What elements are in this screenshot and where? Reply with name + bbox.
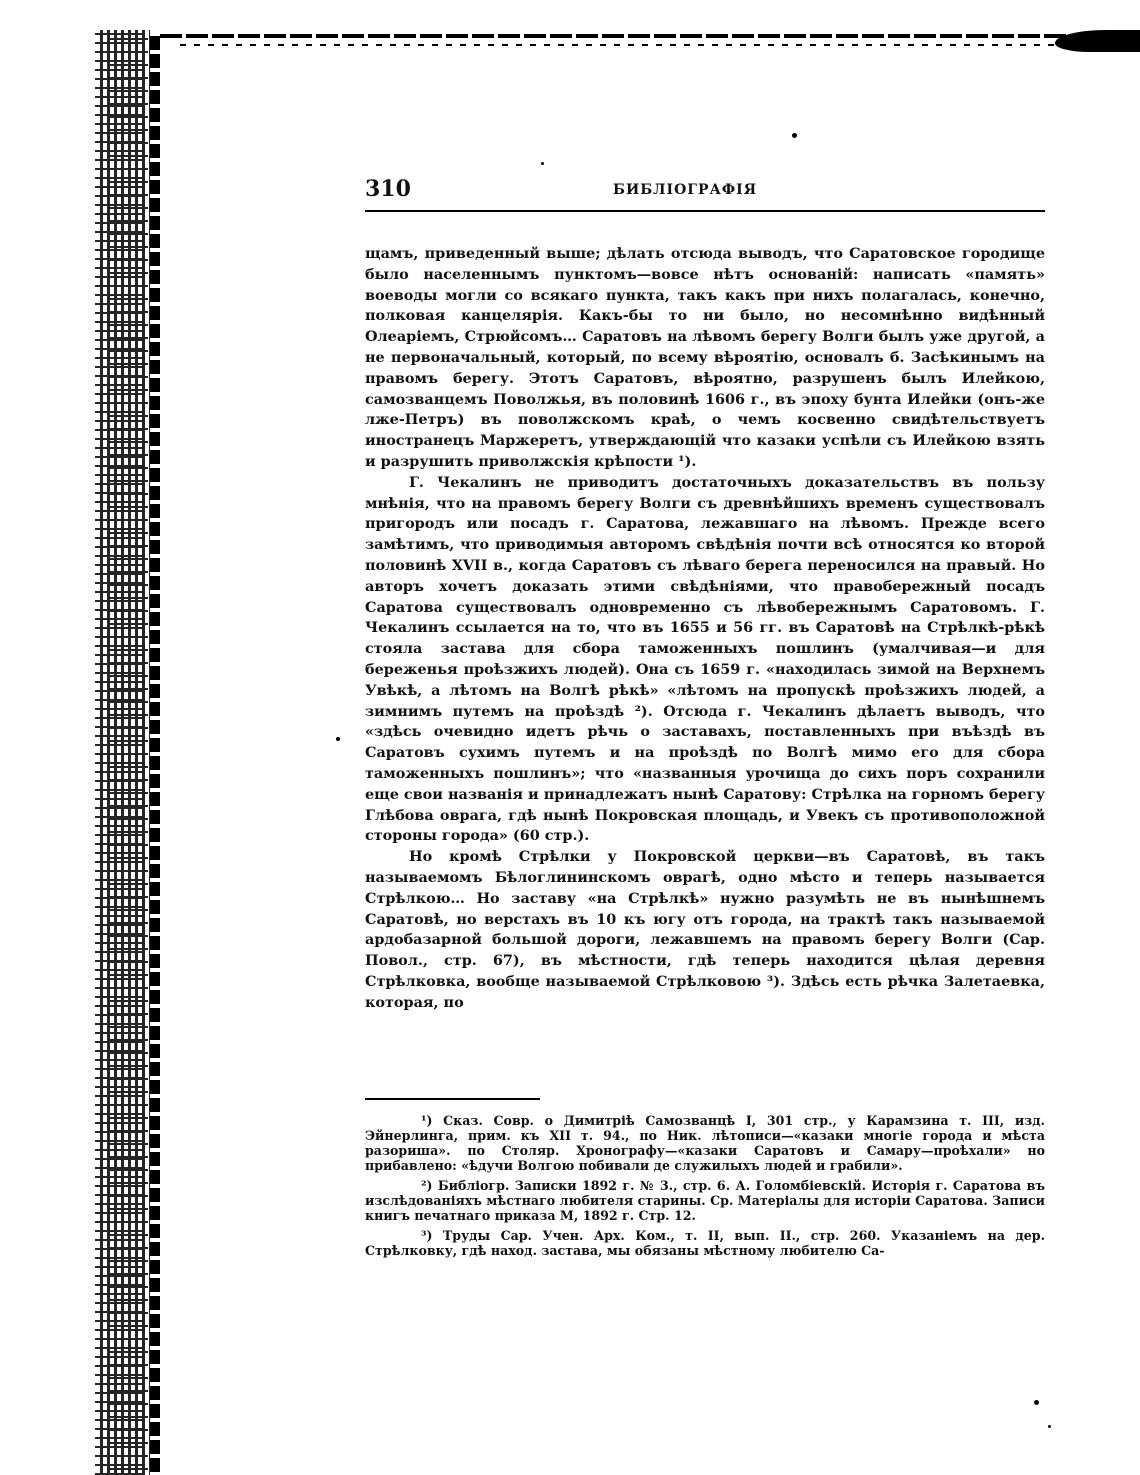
paragraph: Но кромѣ Стрѣлки у Покровской церкви—въ Саратовѣ, въ такъ называемомъ Бѣлоглининскомъ оврагѣ, одно мѣсто и теперь называется Стрѣлкою… Но заставу «на Стрѣлкѣ» нужно разумѣть не въ нынѣшнемъ Саратовѣ, но верстахъ въ 10 къ югу отъ города, на трактѣ такъ называемой ардобазарной большой дороги, лежавшемъ на правомъ берегу Волги (Сар. Повол., стр. 67), въ мѣстности, гдѣ теперь находится цѣлая деревня Стрѣлковка, вообще называемой Стрѣлковою ³). Здѣсь есть рѣчка Залетаевка, которая, по: [365, 848, 1045, 1011]
footnote: ³) Труды Сар. Учен. Арх. Ком., т. II, вып. II., стр. 260. Указаніемъ на дер. Стрѣлковку, гдѣ наход. застава, мы обязаны мѣстному любителю Са-: [365, 1228, 1045, 1258]
footnote: ¹) Сказ. Совр. о Димитріѣ Самозванцѣ I, 301 стр., у Карамзина т. III, изд. Эйнерлинга, прим. къ XII т. 94., по Ник. лѣтописи—«казаки многіе города и мѣста разориша». по Столяр. Хронографу—«казаки Саратовъ и Самару—проѣхали» но прибавлено: «ѣдучи Волгою побивали де служилыхъ людей и грабили».: [365, 1113, 1045, 1173]
paragraph: Г. Чекалинъ не приводитъ достаточныхъ доказательствъ въ пользу мнѣнія, что на правомъ берегу Волги съ древнѣйшихъ временъ существовалъ пригородъ или посадъ г. Саратова, лежавшаго на лѣвомъ. Прежде всего замѣтимъ, что приводимыя авторомъ свѣдѣнія почти всѣ относятся ко второй половинѣ XVII в., когда Саратовъ съ лѣваго берега переносился на правый. Но авторъ хочетъ доказать этими свѣдѣніями, что правобережный посадъ Саратова существовалъ одновременно съ лѣвобережнымъ Саратовомъ. Г. Чекалинъ ссылается на то, что въ 1655 и 56 гг. въ Саратовѣ на Стрѣлкѣ-рѣкѣ стояла застава для сбора таможенныхъ пошлинъ (умалчивая—и для береженья проѣзжихъ людей). Она съ 1659 г. «находилась зимой на Верхнемъ Увѣкѣ, а лѣтомъ на Волгѣ рѣкѣ» «лѣтомъ на пропускѣ проѣзжихъ людей, а зимнимъ путемъ на проѣздѣ ²). Отсюда г. Чекалинъ дѣлаетъ выводъ, что «здѣсь очевидно идетъ рѣчь о заставахъ, поставленныхъ при въѣздѣ въ Саратовъ сухимъ путемъ и на проѣздѣ по Волгѣ мимо его для сбора таможенныхъ пошлинъ»; что «названныя урочища до сихъ поръ сохранили еще свои названія и принадлежатъ нынѣ Саратову: Стрѣлка на горномъ берегу Глѣбова оврага, гдѣ нынѣ Покровская площадь, и Увекъ съ противоположной стороны города» (60 стр.).: [365, 473, 1045, 845]
footnote-separator: [365, 1098, 540, 1100]
page-number: 310: [365, 176, 411, 202]
footnotes: [365, 1113, 1045, 1263]
running-head: БИБЛІОГРАФІЯ: [613, 182, 758, 198]
binding-edge: [150, 32, 160, 1472]
scan-speck: [541, 162, 544, 165]
scan-speck: [792, 133, 797, 138]
page-top-edge: [160, 34, 1135, 38]
scan-speck: [1048, 1425, 1051, 1428]
paragraph: щамъ, приведенный выше; дѣлать отсюда выводъ, что Саратовское городище было населеннымъ пунктомъ—вовсе нѣтъ основаній: написать «память» воеводы могли со всякаго пункта, такъ какъ при нихъ полагалась, конечно, полковая канцелярія. Какъ-бы то ни было, но несомнѣнно видѣнный Олеаріемъ, Стрюйсомъ… Саратовъ на лѣвомъ берегу Волги былъ уже другой, а не первоначальный, который, по всему вѣроятію, основалъ б. Засѣкинымъ на правомъ берегу. Этотъ Саратовъ, вѣроятно, разрушенъ былъ Илейкою, самозванцемъ Поволжья, въ половинѣ 1606 г., въ эпоху бунта Илейки (онъ-же лже-Петръ) въ поволжскомъ краѣ, о чемъ косвенно свидѣтельствуетъ иностранецъ Маржеретъ, утверждающій что казаки успѣли съ Илейкою взять и разрушить приволжскія крѣпости ¹).: [365, 245, 1045, 470]
page-top-edge-dashed: [180, 44, 1060, 46]
scan-speck: [336, 737, 340, 741]
body-text: [365, 244, 1045, 1013]
footnote: ²) Библіогр. Записки 1892 г. № 3., стр. 6. А. Голомбіевскій. Исторія г. Саратова въ изслѣдованіяхъ мѣстнаго любителя старины. Ср. Матеріалы для исторіи Саратова. Записи книгъ печатнаго приказа М, 1892 г. Стр. 12.: [365, 1178, 1045, 1223]
page-header: [365, 176, 1045, 212]
page-corner-shadow: [1055, 30, 1140, 52]
scan-speck: [1034, 1400, 1039, 1405]
book-binding-shadow: [0, 30, 160, 1475]
